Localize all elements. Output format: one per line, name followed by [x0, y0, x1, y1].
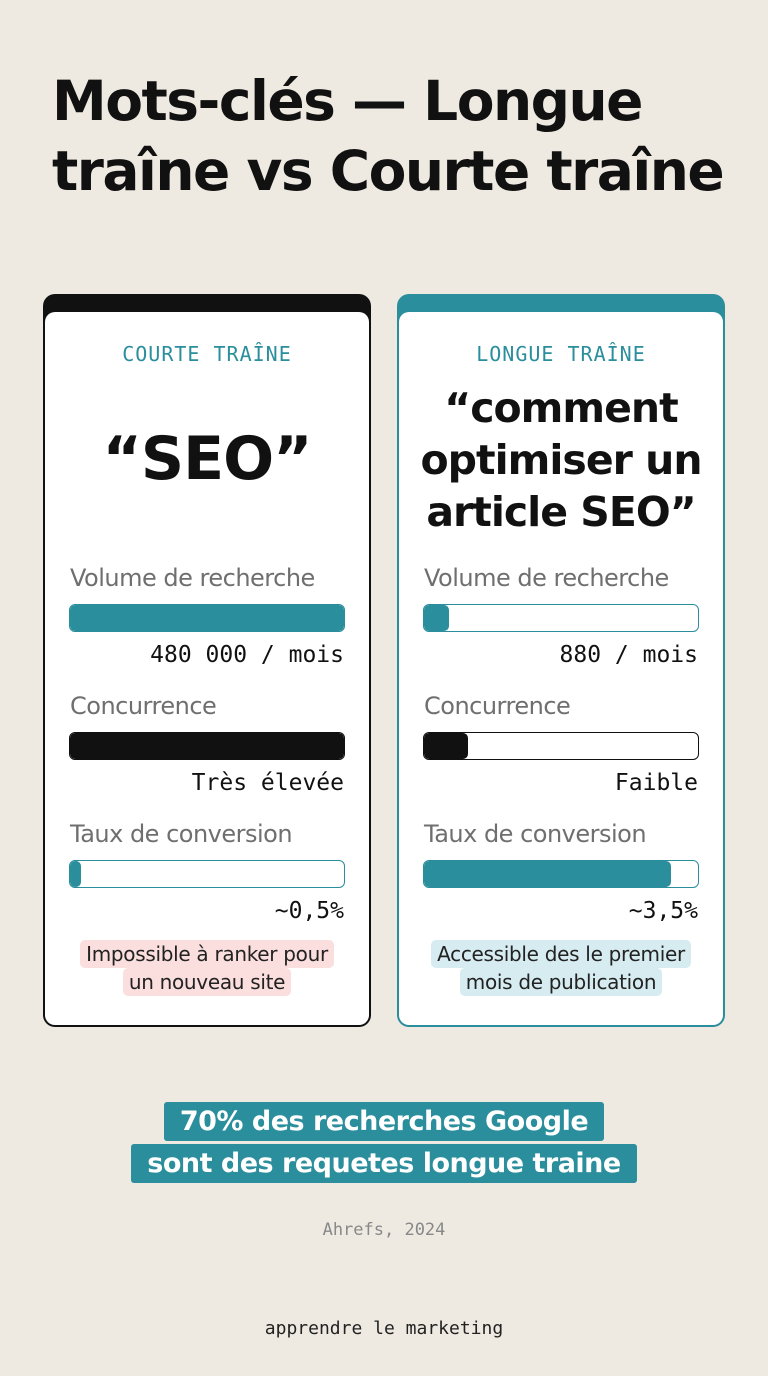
long-tail-card-body	[399, 312, 723, 1025]
title-line-2: traîne vs Courte traîne	[52, 139, 724, 203]
search-volume-label: Volume de recherche	[424, 564, 669, 592]
title-line-1: Mots-clés — Longue	[52, 69, 642, 133]
short-tail-note-line-1: Impossible à ranker pour	[80, 940, 334, 968]
search-volume-bar-fill	[70, 605, 344, 631]
conversion-rate-bar	[423, 860, 699, 888]
competition-bar-fill	[424, 733, 468, 759]
key-statistic	[0, 1101, 768, 1185]
competition-bar	[69, 732, 345, 760]
conversion-rate-label: Taux de conversion	[70, 820, 293, 848]
long-tail-note	[419, 940, 703, 996]
search-volume-bar	[423, 604, 699, 632]
key-statistic-line-1: 70% des recherches Google	[164, 1102, 604, 1141]
footer-brand: apprendre le marketing	[264, 1318, 504, 1339]
competition-value: Faible	[614, 770, 698, 796]
long-tail-keyword-line-2: optimiser un	[420, 436, 702, 484]
long-tail-note-line-2: mois de publication	[460, 968, 662, 996]
competition-label: Concurrence	[70, 692, 217, 720]
search-volume-value: 480 000 / mois	[150, 642, 344, 668]
page-title	[52, 66, 742, 206]
long-tail-keyword-line-3: article SEO”	[426, 488, 696, 536]
long-tail-label: LONGUE TRAÎNE	[476, 342, 646, 366]
long-tail-card	[397, 294, 725, 1027]
search-volume-bar-fill	[424, 605, 449, 631]
search-volume-value: 880 / mois	[559, 642, 698, 668]
source-citation: Ahrefs, 2024	[322, 1220, 446, 1240]
competition-label: Concurrence	[424, 692, 571, 720]
short-tail-label: COURTE TRAÎNE	[122, 342, 292, 366]
short-tail-card	[43, 294, 371, 1027]
short-tail-card-body	[45, 312, 369, 1025]
long-tail-keyword	[399, 382, 723, 538]
search-volume-label: Volume de recherche	[70, 564, 315, 592]
short-tail-note	[65, 940, 349, 996]
conversion-rate-bar	[69, 860, 345, 888]
conversion-rate-value: ~0,5%	[274, 898, 344, 924]
competition-value: Très élevée	[191, 770, 344, 796]
competition-bar-fill	[70, 733, 344, 759]
search-volume-bar	[69, 604, 345, 632]
short-tail-keyword: “SEO”	[102, 424, 312, 494]
conversion-rate-bar-fill	[424, 861, 671, 887]
short-tail-note-line-2: un nouveau site	[123, 968, 291, 996]
conversion-rate-bar-fill	[70, 861, 81, 887]
key-statistic-line-2: sont des requetes longue traine	[131, 1144, 636, 1183]
long-tail-note-line-1: Accessible des le premier	[431, 940, 691, 968]
conversion-rate-label: Taux de conversion	[424, 820, 647, 848]
competition-bar	[423, 732, 699, 760]
long-tail-keyword-line-1: “comment	[444, 384, 678, 432]
conversion-rate-value: ~3,5%	[628, 898, 698, 924]
